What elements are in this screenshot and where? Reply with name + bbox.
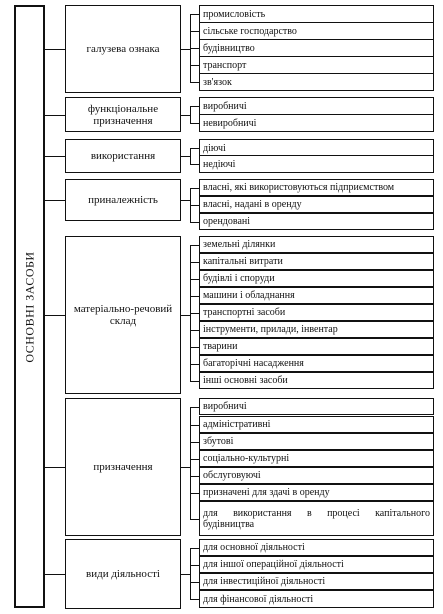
item-box: адміністративні	[199, 416, 434, 433]
item-box: недіючі	[199, 155, 434, 173]
tick-line	[190, 14, 199, 15]
category-box	[65, 236, 181, 394]
tick-line	[190, 493, 199, 494]
tick-line	[190, 164, 199, 165]
tick-line	[190, 425, 199, 426]
item-box: транспортні засоби	[199, 304, 434, 321]
item-box: для основної діяльності	[199, 539, 434, 556]
tick-line	[190, 148, 199, 149]
bracket-line	[190, 106, 191, 124]
connector-line	[45, 467, 65, 468]
tick-line	[190, 279, 199, 280]
tick-line	[190, 313, 199, 314]
item-box: інші основні засоби	[199, 372, 434, 389]
connector-line	[45, 574, 65, 575]
tick-line	[190, 245, 199, 246]
category-label: галузева ознака	[86, 43, 160, 55]
item-box: будівництво	[199, 39, 434, 57]
item-box: промисловість	[199, 5, 434, 23]
tick-line	[190, 82, 199, 83]
item-box: для інвестиційної діяльності	[199, 573, 434, 590]
category-box	[65, 97, 181, 132]
tick-line	[190, 65, 199, 66]
connector-line	[181, 467, 190, 468]
category-label: види діяльності	[86, 568, 160, 580]
category-box	[65, 539, 181, 609]
category-box	[65, 139, 181, 173]
category-label: призначення	[93, 461, 153, 473]
connector-line	[181, 574, 190, 575]
tick-line	[190, 442, 199, 443]
item-box: будівлі і споруди	[199, 270, 434, 287]
item-box: діючі	[199, 139, 434, 157]
tick-line	[190, 31, 199, 32]
connector-line	[45, 315, 65, 316]
tick-line	[190, 548, 199, 549]
tick-line	[190, 519, 199, 520]
tick-line	[190, 262, 199, 263]
category-box	[65, 5, 181, 93]
connector-line	[45, 156, 65, 157]
tick-line	[190, 582, 199, 583]
tick-line	[190, 407, 199, 408]
tick-line	[190, 565, 199, 566]
category-box	[65, 398, 181, 536]
connector-line	[45, 115, 65, 116]
tick-line	[190, 205, 199, 206]
category-label: використання	[90, 150, 156, 162]
item-box: виробничі	[199, 97, 434, 115]
category-label: функціональне призначення	[87, 102, 159, 127]
tick-line	[190, 188, 199, 189]
item-box: для використання в процесі капітального будівництва	[199, 501, 434, 536]
category-label: приналежність	[88, 194, 158, 206]
item-box: власні, які використовуються підприємством	[199, 179, 434, 196]
item-box: виробничі	[199, 398, 434, 415]
item-box: капітальні витрати	[199, 253, 434, 270]
root-label: ОСНОВНІ ЗАСОБИ	[22, 250, 36, 363]
tick-line	[190, 347, 199, 348]
connector-line	[181, 49, 190, 50]
root-box	[14, 5, 45, 608]
connector-line	[181, 200, 190, 201]
item-box: призначені для здачі в оренду	[199, 484, 434, 501]
item-box: земельні ділянки	[199, 236, 434, 253]
bracket-line	[190, 148, 191, 165]
tick-line	[190, 330, 199, 331]
bracket-line	[190, 548, 191, 601]
tick-line	[190, 459, 199, 460]
item-box: тварини	[199, 338, 434, 355]
tick-line	[190, 599, 199, 600]
tick-line	[190, 364, 199, 365]
item-box: невиробничі	[199, 114, 434, 132]
item-box: орендовані	[199, 213, 434, 230]
tick-line	[190, 381, 199, 382]
item-box: збутові	[199, 433, 434, 450]
item-box: машини і обладнання	[199, 287, 434, 304]
item-box: для фінансової діяльності	[199, 590, 434, 608]
bracket-line	[190, 407, 191, 520]
connector-line	[181, 315, 190, 316]
item-box: власні, надані в оренду	[199, 196, 434, 213]
tick-line	[190, 222, 199, 223]
item-box: багаторічні насадження	[199, 355, 434, 372]
tick-line	[190, 296, 199, 297]
tick-line	[190, 123, 199, 124]
tick-line	[190, 106, 199, 107]
item-box: обслуговуючі	[199, 467, 434, 484]
connector-line	[181, 156, 190, 157]
connector-line	[181, 115, 190, 116]
item-box: сільське господарство	[199, 22, 434, 40]
connector-line	[45, 200, 65, 201]
tick-line	[190, 48, 199, 49]
category-label: матеріально-речовий склад	[73, 303, 173, 327]
tick-line	[190, 476, 199, 477]
item-box: транспорт	[199, 56, 434, 74]
item-box: зв'язок	[199, 73, 434, 91]
category-box	[65, 179, 181, 221]
item-box: соціально-культурні	[199, 450, 434, 467]
connector-line	[45, 49, 65, 50]
item-box: для іншої операційної діяльності	[199, 556, 434, 573]
item-box: інструменти, прилади, інвентар	[199, 321, 434, 338]
